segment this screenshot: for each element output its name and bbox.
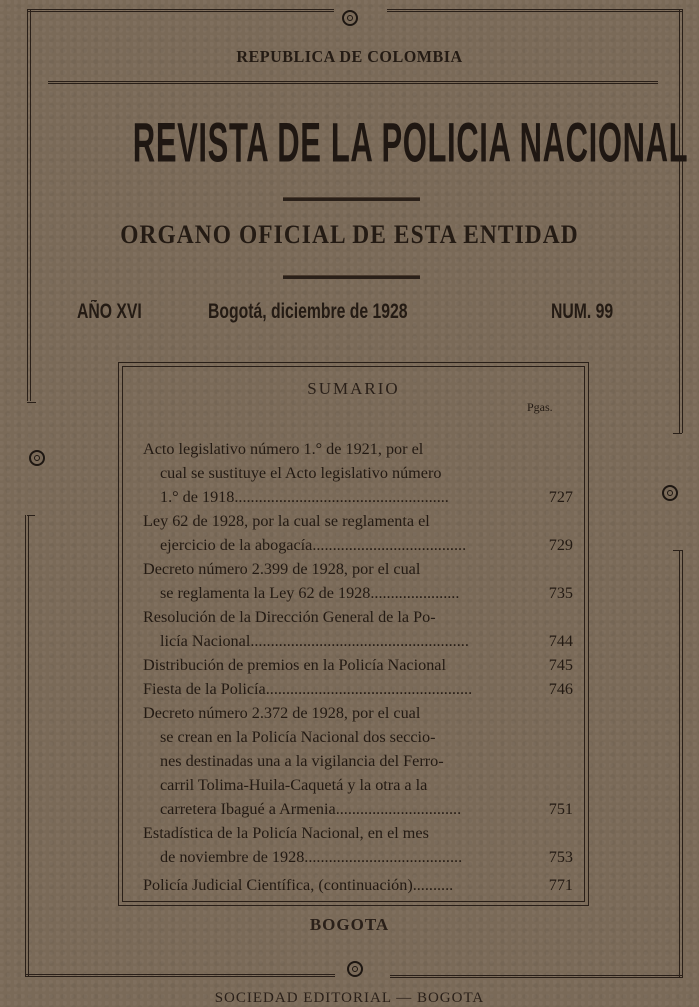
publisher-footer: SOCIEDAD EDITORIAL — BOGOTA	[214, 990, 485, 1006]
toc-page-number: 753	[548, 848, 573, 866]
toc-entry[interactable]	[143, 653, 573, 677]
toc-entry-line: carretera Ibagué a Armenia...............................	[160, 800, 462, 818]
frame-top-left	[27, 9, 334, 12]
frame-right-lower	[679, 550, 683, 977]
toc-entry-line: Fiesta de la Policía...................................................	[143, 680, 473, 698]
magazine-subtitle: ORGANO OFICIAL DE ESTA ENTIDAD	[120, 220, 579, 249]
frame-right-upper	[679, 9, 683, 433]
country-heading: REPUBLICA DE COLOMBIA	[236, 47, 463, 66]
toc-entry-line: de noviembre de 1928.......................................	[160, 848, 463, 866]
toc-page-number: 735	[548, 584, 573, 602]
frame-left-lower	[25, 515, 29, 977]
issue-year: AÑO XVI	[77, 300, 142, 323]
toc-entry-line: Decreto número 2.399 de 1928, por el cual	[143, 560, 421, 578]
header-rule	[48, 81, 658, 84]
toc-page-number: 771	[548, 876, 573, 894]
toc-entry[interactable]	[143, 437, 573, 509]
toc-entry-line: licía Nacional......................................................	[160, 632, 469, 650]
frame-left-upper	[27, 9, 31, 401]
issue-place-date: Bogotá, diciembre de 1928	[208, 300, 408, 323]
toc-entry-line: nes destinadas una a la vigilancia del Ferro-	[160, 752, 444, 770]
target-ornament-left-icon	[29, 450, 45, 466]
toc-entry[interactable]	[143, 821, 573, 869]
city-footer: BOGOTA	[309, 915, 390, 934]
table-of-contents	[143, 437, 573, 897]
target-ornament-top-icon	[342, 10, 358, 26]
toc-entry-line: carril Tolima-Huila-Caquetá y la otra a la	[160, 776, 428, 794]
toc-page-number: 727	[548, 488, 573, 506]
toc-entry-line: Estadística de la Policía Nacional, en el mes	[143, 824, 429, 842]
summary-heading: SUMARIO	[307, 379, 400, 398]
toc-entry-line: Resolución de la Dirección General de la Po-	[143, 608, 436, 626]
toc-entry-line: Decreto número 2.372 de 1928, por el cual	[143, 704, 421, 722]
toc-entry-line: Policía Judicial Científica, (continuación)..........	[143, 876, 454, 894]
toc-entry-line: Ley 62 de 1928, por la cual se reglamenta el	[143, 512, 430, 530]
magazine-title: REVISTA DE LA POLICIA NACIONAL	[132, 111, 689, 174]
issue-number: NUM. 99	[551, 300, 614, 323]
frame-left-upper-hook	[27, 398, 36, 403]
frame-bottom-right	[390, 975, 683, 978]
target-ornament-bottom-icon	[347, 961, 363, 977]
toc-entry-line: se reglamenta la Ley 62 de 1928......................	[160, 584, 460, 602]
toc-entry[interactable]	[143, 605, 573, 653]
toc-page-number: 745	[548, 656, 573, 674]
toc-page-number: 746	[548, 680, 573, 698]
toc-page-number: 744	[548, 632, 573, 650]
subtitle-rule	[283, 275, 420, 279]
title-rule	[283, 197, 420, 201]
toc-entry[interactable]	[143, 873, 573, 897]
toc-entry-line: Acto legislativo número 1.° de 1921, por el	[143, 440, 424, 458]
pages-column-label: Pgas.	[527, 400, 553, 414]
toc-entry[interactable]	[143, 509, 573, 557]
toc-entry-line: Distribución de premios en la Policía Nacional	[143, 656, 446, 674]
toc-page-number: 751	[548, 800, 573, 818]
toc-entry[interactable]	[143, 701, 573, 821]
toc-entry-line: 1.° de 1918.....................................................	[160, 488, 449, 506]
toc-entry[interactable]	[143, 677, 573, 701]
toc-entry-line: cual se sustituye el Acto legislativo número	[160, 464, 442, 482]
toc-page-number: 729	[548, 536, 573, 554]
toc-entry-line: ejercicio de la abogacía......................................	[160, 536, 467, 554]
frame-top-right	[387, 9, 683, 12]
frame-right-upper-hook	[673, 429, 682, 434]
frame-bottom-left	[25, 974, 335, 977]
target-ornament-right-icon	[662, 485, 678, 501]
toc-entry[interactable]	[143, 557, 573, 605]
toc-entry-line: se crean en la Policía Nacional dos seccio-	[160, 728, 436, 746]
